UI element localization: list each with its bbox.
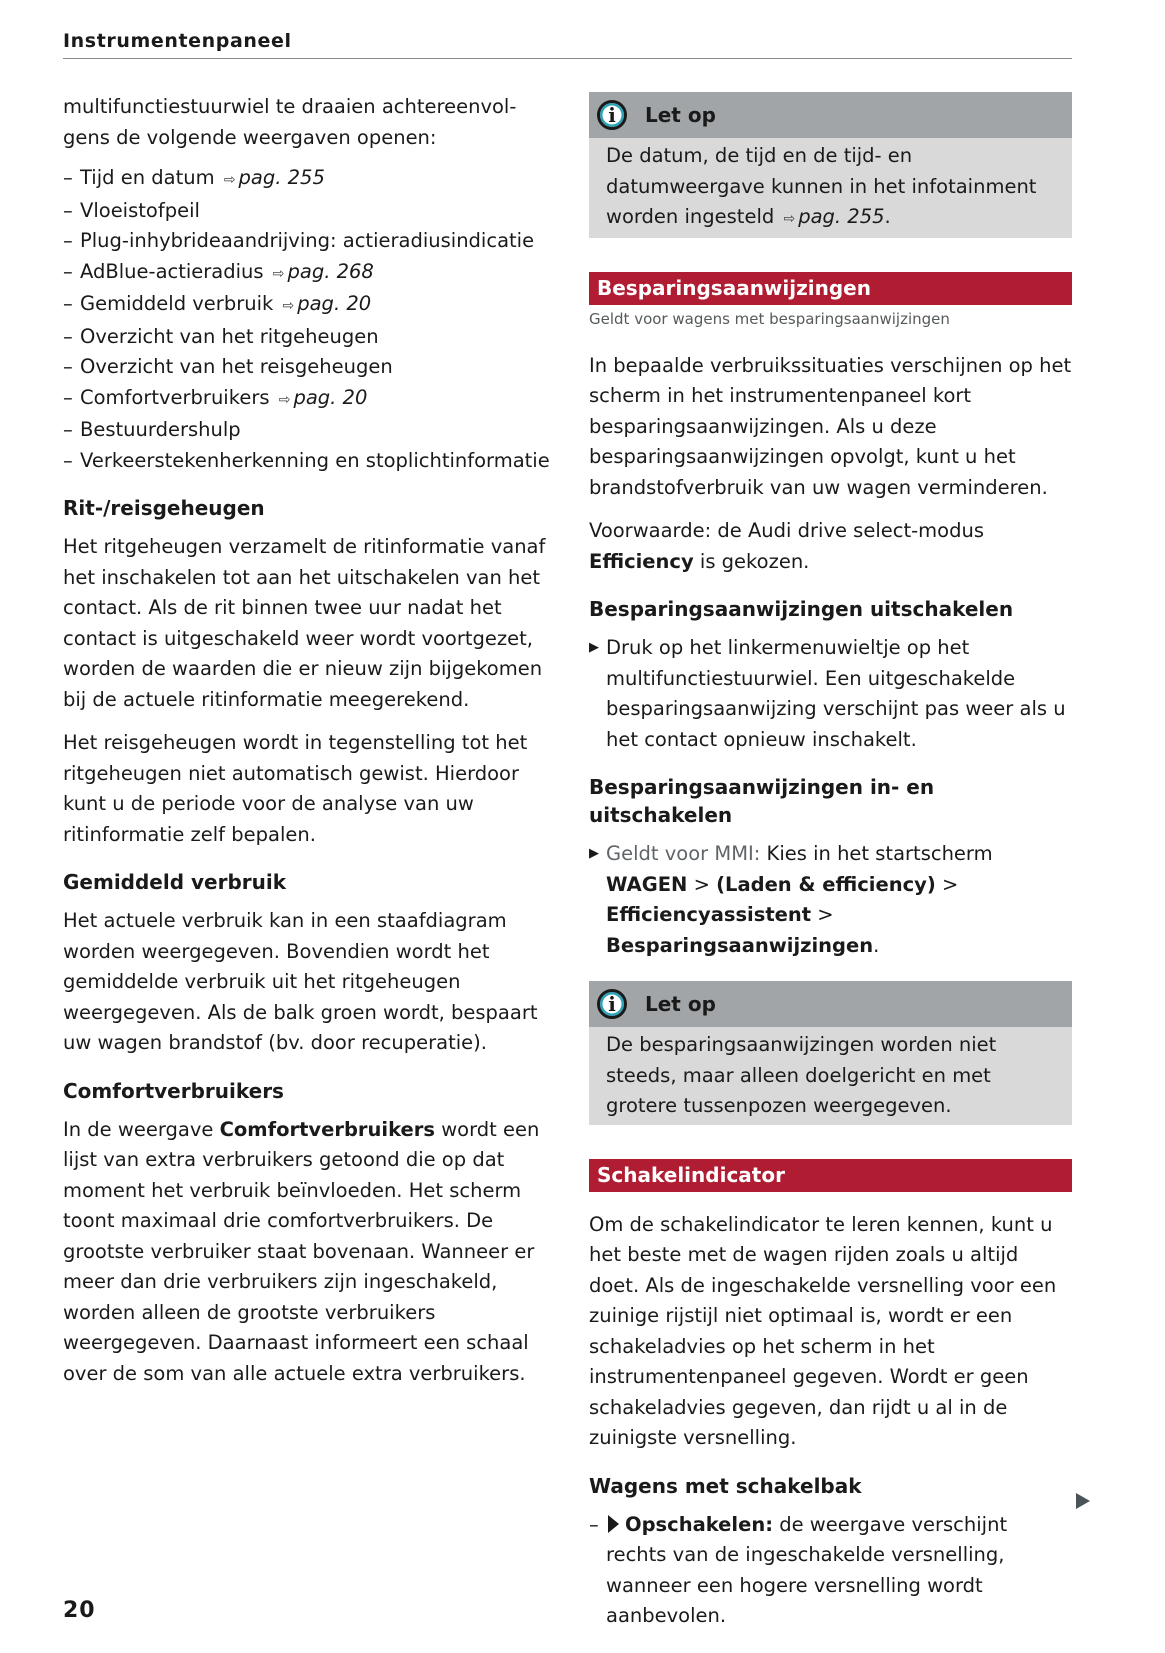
- list-item: – Verkeerstekenherkenning en stoplichtinformatie: [63, 448, 550, 472]
- display-list: [63, 163, 553, 476]
- section-heading: Wagens met schakelbak: [589, 1473, 862, 1498]
- menu-path-laden: (Laden & efficiency): [716, 872, 936, 896]
- menu-path-wagen: WAGEN: [606, 872, 688, 896]
- body-paragraph: Voorwaarde: de Audi drive select-modus Efficiency is gekozen.: [589, 519, 984, 573]
- menu-path-besparingsaanwijzingen: Besparingsaanwijzingen: [606, 933, 874, 957]
- note-header: [589, 981, 1072, 1027]
- step-triangle-icon: ▶: [589, 640, 599, 655]
- list-item: – Tijd en datum ⇨ pag. 255: [63, 166, 325, 189]
- list-item: – Vloeistofpeil: [63, 198, 200, 222]
- section-heading: Gemiddeld verbruik: [63, 870, 287, 894]
- note-header: [589, 92, 1072, 138]
- note-box: [589, 92, 1072, 238]
- cross-reference-arrow-icon: ⇨: [278, 391, 291, 408]
- section-heading: Rit-/reisgeheugen: [63, 496, 265, 520]
- section-heading: Besparingsaanwijzingen uitschakelen: [589, 597, 1014, 621]
- note-title: Let op: [645, 992, 716, 1016]
- note-title: Let op: [645, 103, 716, 127]
- list-item: – Opschakelen: de weergave verschijnt rechts van de ingeschakelde versnelling, wanneer een hogere versnelling wordt aanbevolen.: [589, 1510, 1072, 1632]
- body-paragraph: Het actuele verbruik kan in een staafdiagram worden weergegeven. Bovendien wordt het gemiddelde verbruik uit het ritgeheugen weergegeven. Als de balk groen wordt, bespaart uw wagen brandstof (bv. door recuperatie).: [63, 909, 538, 1054]
- info-icon: i: [597, 100, 627, 130]
- section-band-schakelindicator: Schakelindicator: [589, 1159, 1072, 1192]
- running-header: [63, 30, 1072, 59]
- info-icon: i: [597, 989, 627, 1019]
- list-item: – Overzicht van het reisgeheugen: [63, 355, 393, 378]
- page-number: 20: [63, 1598, 96, 1623]
- body-paragraph: Het ritgeheugen verzamelt de ritinformatie vanaf het inschakelen tot aan het uitschakelen van het contact. Als de rit binnen twee uur nadat het contact is uitgeschakeld weer wordt voortgezet, worden de waarden die er nieuw zijn bijgekomen bij de actuele ritinformatie meegerekend.: [63, 535, 546, 711]
- page-reference-link[interactable]: pag. 268: [287, 259, 374, 283]
- list-item: – Plug-inhybrideaandrijving: actieradiusindicatie: [63, 229, 535, 252]
- continue-next-page-icon: [1076, 1493, 1090, 1509]
- body-paragraph: Om de schakelindicator te leren kennen, kunt u het beste met de wagen rijden zoals u altijd doet. Als de ingeschakelde versnelling voor een zuinige rijstijl niet optimaal is, wordt er een schakeladvies op het scherm in het instrumentenpaneel gegeven. Wordt er geen schakeladvies gegeven, dan rijdt u al in de zuinigste versnelling.: [589, 1212, 1057, 1449]
- note-body: De datum, de tijd en de tijd- en datumweergave kunnen in het infotainment worden ingesteld ⇨ pag. 255.: [606, 144, 1037, 228]
- instruction-step: ▶ Druk op het linkermenuwieltje op het multifunctiestuurwiel. Een uitgeschakelde besparingsaanwijzing verschijnt pas weer als u het contact opnieuw inschakelt.: [589, 633, 1072, 755]
- upshift-arrow-icon: [608, 1515, 619, 1533]
- dash: –: [589, 1512, 599, 1536]
- chapter-title: Instrumentenpaneel: [63, 30, 292, 52]
- section-heading: Besparingsaanwijzingen in- en uitschakelen: [589, 775, 935, 827]
- cross-reference-arrow-icon: ⇨: [272, 265, 285, 282]
- step-triangle-icon: ▶: [589, 846, 599, 861]
- cross-reference-arrow-icon: ⇨: [783, 211, 796, 227]
- list-item: – Comfortverbruikers ⇨ pag. 20: [63, 385, 368, 409]
- cross-reference-arrow-icon: ⇨: [282, 298, 295, 314]
- menu-path-efficiencyassistent: Efficiencyassistent: [606, 903, 812, 926]
- intro-paragraph: multifunctiestuurwiel te draaien achtereenvol- gens de volgende weergaven openen:: [63, 95, 517, 149]
- page-reference-link[interactable]: pag. 20: [297, 292, 372, 315]
- cross-reference-arrow-icon: ⇨: [223, 172, 236, 188]
- body-paragraph: In bepaalde verbruikssituaties verschijnen op het scherm in het instrumentenpaneel kort besparingsaanwijzingen. Als u deze besparingsaanwijzingen opvolgt, kunt u het brandstofverbruik van uw wagen verminderen.: [589, 353, 1072, 499]
- applicability-note: Geldt voor wagens met besparingsaanwijzingen: [589, 309, 950, 328]
- note-body: De besparingsaanwijzingen worden niet steeds, maar alleen doelgericht en met grotere tussenpozen weergegeven.: [606, 1033, 997, 1117]
- body-paragraph: Het reisgeheugen wordt in tegenstelling tot het ritgeheugen niet automatisch gewist. Hierdoor kunt u de periode voor de analyse van uw ritinformatie zelf bepalen.: [63, 731, 528, 846]
- section-band-besparingsaanwijzingen: Besparingsaanwijzingen: [589, 272, 1072, 305]
- page-reference-link[interactable]: pag. 255: [238, 166, 325, 189]
- section-heading: Comfortverbruikers: [63, 1078, 284, 1103]
- list-item: – Gemiddeld verbruik ⇨ pag. 20: [63, 292, 372, 315]
- body-paragraph: In de weergave Comfortverbruikers wordt een lijst van extra verbruikers getoond die op dat moment het verbruik beïnvloeden. Het scherm toont maximaal drie comfortverbruikers. De grootste verbruiker staat bovenaan. Wanneer er meer dan drie verbruikers zijn ingeschakeld, worden alleen de grootste verbruikers weergegeven. Daarnaast informeert een schaal over de som van alle actuele extra verbruikers.: [63, 1117, 540, 1385]
- page-reference-link[interactable]: pag. 20: [293, 385, 368, 409]
- list-item: – Overzicht van het ritgeheugen: [63, 324, 379, 348]
- page-reference-link[interactable]: pag. 255: [798, 205, 885, 228]
- left-column: [63, 92, 553, 1402]
- note-box: [589, 981, 1072, 1125]
- list-item: – AdBlue-actieradius ⇨ pag. 268: [63, 259, 374, 283]
- instruction-step: ▶ Geldt voor MMI: Kies in het startscherm WAGEN > (Laden & efficiency) > Efficiencyassistent > Besparingsaanwijzingen.: [589, 839, 1072, 961]
- list-item: – Bestuurdershulp: [63, 418, 241, 441]
- right-column: [589, 92, 1072, 1632]
